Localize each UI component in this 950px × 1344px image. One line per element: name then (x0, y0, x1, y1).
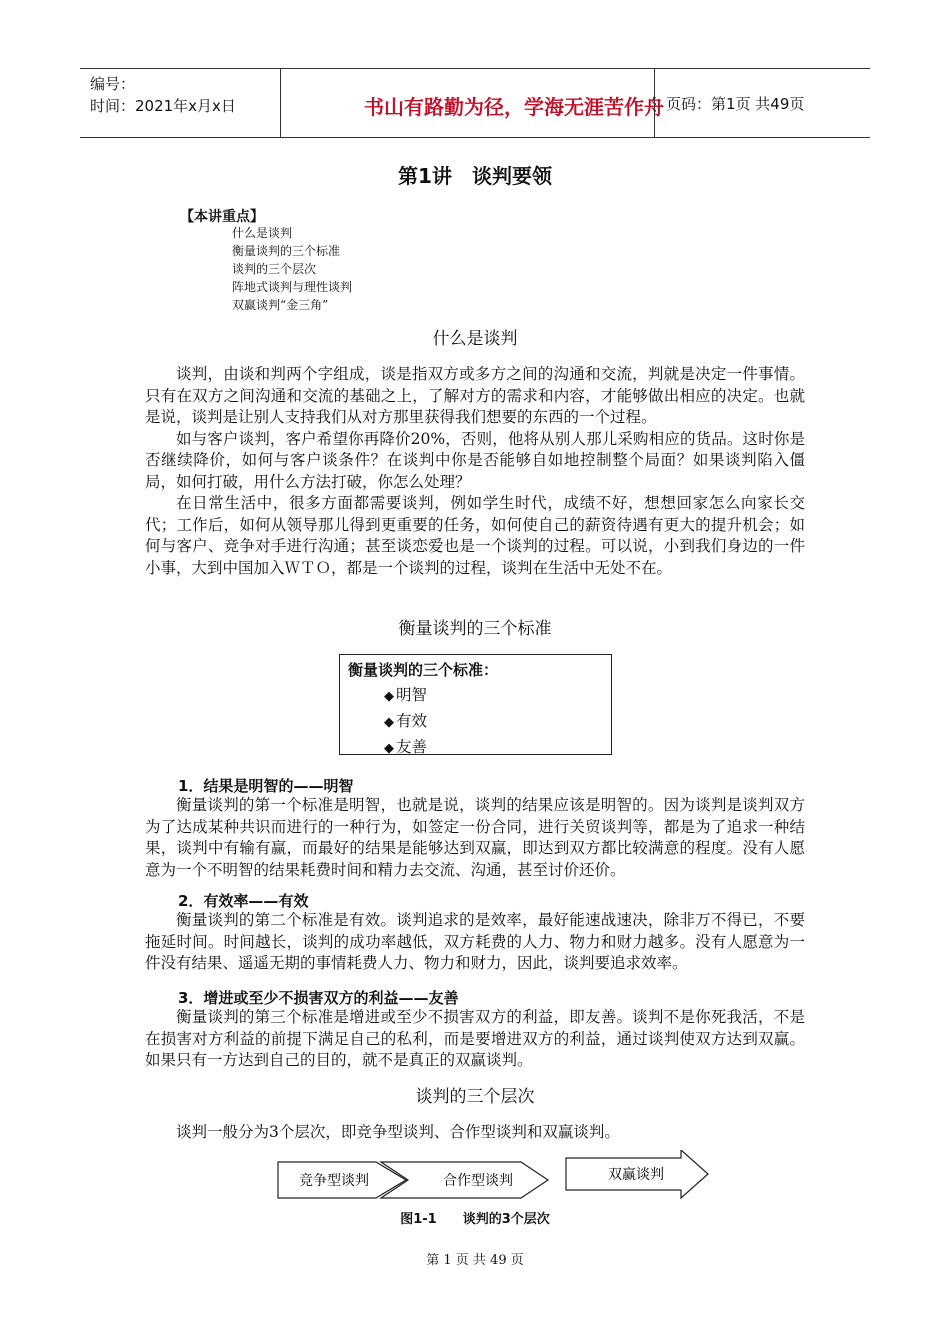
keypoint-item: 阵地式谈判与理性谈判 (232, 280, 353, 294)
standards-box (339, 654, 612, 755)
level-label: 竞争型谈判 (299, 1173, 369, 1189)
code-label: 编号： (90, 75, 136, 93)
paragraph: 衡量谈判的第二个标准是有效。谈判追求的是效率，最好能速战速决，除非万不得已，不要拖延时间。时间越长，谈判的成功率越低，双方耗费的人力、物力和财力越多。没有人愿意为一件没有结果、遥遥无期的事情耗费人力、物力和财力，因此，谈判要追求效率。 (145, 911, 805, 972)
section-heading: 衡量谈判的三个标准 (398, 619, 552, 639)
keypoint-item: 谈判的三个层次 (232, 262, 317, 276)
keypoints-list (232, 224, 352, 314)
level-label: 双赢谈判 (608, 1167, 664, 1183)
paragraph: 衡量谈判的第三个标准是增进或至少不损害双方的利益，即友善。谈判不是你死我活，不是在损害对方利益的前提下满足自己的私利，而是要增进双方的利益，通过谈判使双方达到双赢。如果只有一方达到自己的目的，就不是真正的双赢谈判。 (145, 1008, 805, 1069)
standard-item: ◆ 明智 (384, 683, 427, 709)
header-motto: 书山有路勤为径，学海无涯苦作舟 (364, 95, 664, 119)
paragraph: 谈判，由谈和判两个字组成，谈是指双方或多方之间的沟通和交流，判就是决定一件事情。只有在双方之间沟通和交流的基础之上，了解对方的需求和内容，才能够做出相应的决定。也就是说，谈判是让别人支持我们从对方那里获得我们想要的东西的一个过程。 (145, 365, 805, 426)
section1-body (145, 364, 805, 579)
levels-diagram (276, 1150, 716, 1210)
standards-list (384, 683, 427, 761)
date-line: 时间：2021年x月x日 (90, 97, 236, 115)
keypoints-heading: 【本讲重点】 (180, 209, 264, 225)
section-heading: 谈判的三个层次 (415, 1087, 535, 1107)
section-heading: 什么是谈判 (432, 329, 518, 349)
figure-caption: 图1-1 谈判的3个层次 (400, 1212, 550, 1227)
page-footer: 第 1 页 共 49 页 (426, 1253, 524, 1268)
level-label: 合作型谈判 (443, 1173, 513, 1189)
subsection-body (145, 910, 805, 975)
standard-item: ◆ 有效 (384, 709, 427, 735)
page-title: 第1讲 谈判要领 (398, 164, 552, 188)
box-title: 衡量谈判的三个标准： (348, 661, 499, 679)
paragraph: 谈判一般分为3个层次，即竞争型谈判、合作型谈判和双赢谈判。 (176, 1123, 620, 1141)
keypoint-item: 什么是谈判 (232, 226, 293, 240)
standard-item: ◆ 友善 (384, 735, 427, 761)
subsection-body (145, 1007, 805, 1072)
subsection-heading: 3．增进或至少不损害双方的利益——友善 (178, 989, 459, 1007)
header-divider (654, 69, 655, 137)
page-header (80, 68, 870, 138)
header-meta (90, 73, 236, 117)
paragraph: 衡量谈判的第一个标准是明智，也就是说，谈判的结果应该是明智的。因为谈判是谈判双方为了达成某种共识而进行的一种行为，如签定一份合同，进行关贸谈判等，都是为了追求一种结果，谈判中有输有赢，而最好的结果是能够达到双赢，即达到双方都比较满意的程度。没有人愿意为一个不明智的结果耗费时间和精力去交流、沟通，甚至讨价还价。 (145, 796, 805, 879)
paragraph: 在日常生活中，很多方面都需要谈判，例如学生时代，成绩不好，想想回家怎么向家长交代；工作后，如何从领导那儿得到更重要的任务，如何使自己的薪资待遇有更大的提升机会；如何与客户、竞争对手进行沟通；甚至谈恋爱也是一个谈判的过程。可以说，小到我们身边的一件小事，大到中国加入ＷＴＯ，都是一个谈判的过程，谈判在生活中无处不在。 (145, 494, 805, 577)
keypoint-item: 衡量谈判的三个标准 (232, 244, 341, 258)
subsection-body (145, 795, 805, 881)
header-divider (280, 69, 281, 137)
subsection-heading: 1．结果是明智的——明智 (178, 777, 354, 795)
paragraph: 如与客户谈判，客户希望你再降价20%，否则，他将从别人那儿采购相应的货品。这时你是否继续降价，如何与客户谈条件？在谈判中你是否能够自如地控制整个局面？如果谈判陷入僵局，如何打破，用什么方法打破，你怎么处理？ (145, 429, 805, 491)
header-page-info: 页码：第1页 共49页 (666, 95, 805, 113)
section3-intro (145, 1122, 805, 1144)
keypoint-item: 双赢谈判“金三角” (232, 298, 329, 312)
subsection-heading: 2．有效率——有效 (178, 892, 309, 910)
